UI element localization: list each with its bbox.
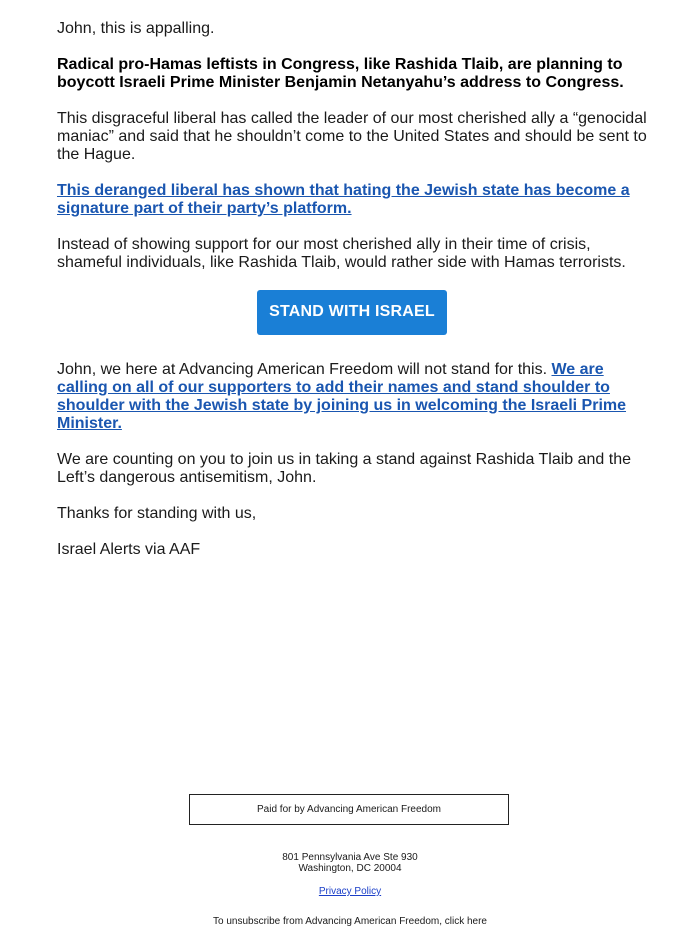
join-us-link[interactable]: We are calling on all of our supporters to add their names and stand shoulder to shoulder with the Jewish state by joining us in welcoming the Israeli Prime Minister. bbox=[57, 361, 627, 432]
footer-address bbox=[0, 852, 700, 874]
cta-container bbox=[57, 290, 647, 335]
stand-with-israel-button[interactable]: STAND WITH ISRAEL bbox=[257, 290, 447, 335]
paid-for-text: Paid for by Advancing American Freedom bbox=[257, 804, 441, 815]
email-body bbox=[57, 20, 647, 577]
paragraph-counting: We are counting on you to join us in taking a stand against Rashida Tlaib and the Left’s dangerous antisemitism, John. bbox=[57, 451, 632, 486]
footer-unsubscribe[interactable] bbox=[0, 916, 700, 927]
paragraph-calling bbox=[57, 361, 647, 433]
footer-privacy bbox=[0, 886, 700, 897]
headline: Radical pro-Hamas leftists in Congress, like Rashida Tlaib, are planning to boycott Israeli Prime Minister Benjamin Netanyahu’s address to Congress. bbox=[57, 56, 624, 91]
paragraph-crisis: Instead of showing support for our most cherished ally in their time of crisis, shameful individuals, like Rashida Tlaib, would rather side with Hamas terrorists. bbox=[57, 236, 626, 271]
address-line-2: Washington, DC 20004 bbox=[298, 863, 402, 874]
paragraph-calling-text: John, we here at Advancing American Freedom will not stand for this. bbox=[57, 361, 552, 378]
link-paragraph bbox=[57, 182, 647, 218]
paragraph-genocidal: This disgraceful liberal has called the leader of our most cherished ally a “genocidal maniac” and said that he shouldn’t come to the United States and should be sent to the Hague. bbox=[57, 110, 647, 163]
privacy-policy-link[interactable]: Privacy Policy bbox=[318, 886, 382, 897]
paid-for-box bbox=[189, 794, 509, 825]
address-line-1: 801 Pennsylvania Ave Ste 930 bbox=[282, 852, 418, 863]
greeting: John, this is appalling. bbox=[57, 20, 215, 37]
signoff: Thanks for standing with us, bbox=[57, 505, 257, 522]
signature: Israel Alerts via AAF bbox=[57, 541, 201, 558]
deranged-liberal-link[interactable]: This deranged liberal has shown that hating the Jewish state has become a signature part of their party’s platform. bbox=[57, 182, 630, 217]
unsubscribe-text[interactable]: To unsubscribe from Advancing American Freedom, click here bbox=[212, 916, 487, 927]
